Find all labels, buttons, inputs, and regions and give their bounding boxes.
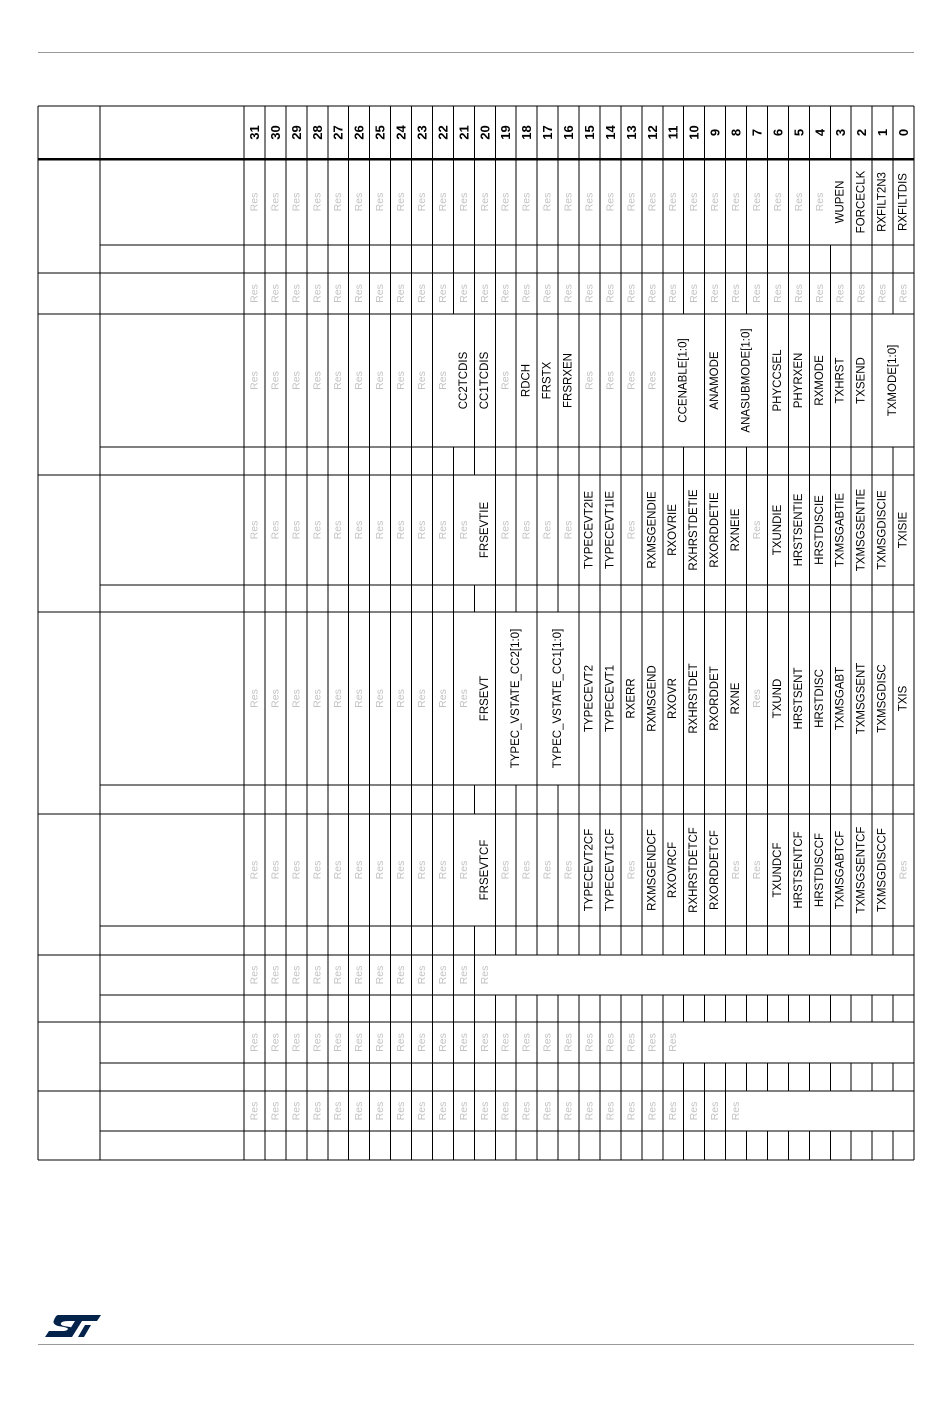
reserved-bit-label: Res [353, 1101, 366, 1121]
reserved-bit-label: Res [688, 1101, 701, 1121]
bit-number: 17 [540, 125, 556, 140]
reserved-bit-label: Res [813, 284, 826, 303]
bit-number: 4 [812, 128, 828, 137]
bit-number: 28 [309, 125, 325, 140]
reserved-bit-label: Res [562, 520, 575, 540]
reserved-bit-label: Res [395, 860, 408, 880]
reserved-bit-label: Res [499, 192, 512, 212]
reserved-bit-label: Res [541, 1101, 554, 1121]
field-txund: TXUND [771, 678, 784, 719]
bit-number: 13 [623, 125, 639, 140]
reserved-bit-label: Res [436, 965, 449, 985]
reserved-bit-label: Res [353, 284, 366, 303]
reserved-bit-label: Res [353, 689, 366, 708]
reserved-bit-label: Res [625, 860, 638, 880]
reserved-bit-label: Res [395, 1101, 408, 1121]
field-txmsgsent: TXMSGSENT [855, 662, 868, 735]
reserved-bit-label: Res [395, 689, 408, 708]
reserved-bit-label: Res [625, 371, 638, 390]
reserved-bit-label: Res [436, 689, 449, 708]
reserved-bit-label: Res [604, 1101, 617, 1121]
reserved-bit-label: Res [876, 284, 889, 303]
bit-number: 24 [393, 125, 409, 140]
reserved-bit-label: Res [478, 1033, 491, 1052]
reserved-bit-label: Res [583, 192, 596, 212]
field-rxmsgendcf: RXMSGENDCF [646, 829, 659, 911]
reserved-bit-label: Res [311, 860, 324, 880]
reserved-bit-label: Res [395, 284, 408, 303]
bit-number: 30 [267, 125, 283, 140]
field-rxfiltdis: RXFILTDIS [897, 173, 910, 231]
bit-number: 7 [749, 128, 765, 137]
reserved-bit-label: Res [374, 689, 387, 708]
reserved-bit-label: Res [248, 1033, 261, 1052]
bit-number: 1 [875, 128, 891, 137]
reserved-bit-label: Res [730, 1101, 743, 1121]
reserved-bit-label: Res [374, 1033, 387, 1052]
reserved-bit-label: Res [415, 860, 428, 880]
reserved-bit-label: Res [353, 192, 366, 212]
field-cc1tcdis: CC1TCDIS [478, 351, 491, 410]
reserved-bit-label: Res [374, 192, 387, 212]
reserved-bit-label: Res [311, 689, 324, 708]
field-rxovr: RXOVR [667, 678, 680, 719]
reserved-bit-label: Res [562, 1033, 575, 1052]
field-frsrxen: FRSRXEN [562, 353, 575, 408]
field-typecevt2cf: TYPECEVT2CF [583, 828, 596, 912]
reserved-bit-label: Res [520, 1101, 533, 1121]
reserved-bit-label: Res [332, 520, 345, 540]
reserved-bit-label: Res [604, 1033, 617, 1052]
reserved-bit-label: Res [604, 371, 617, 390]
reserved-bit-label: Res [290, 371, 303, 390]
reserved-bit-label: Res [771, 284, 784, 303]
field-anamode: ANAMODE [709, 351, 722, 410]
reserved-bit-label: Res [688, 284, 701, 303]
reserved-bit-label: Res [646, 371, 659, 390]
reserved-bit-label: Res [750, 689, 763, 708]
field-txsend: TXSEND [855, 357, 868, 404]
field-txmsgdiscie: TXMSGDISCIE [876, 490, 889, 570]
reserved-bit-label: Res [311, 371, 324, 390]
reserved-bit-label: Res [374, 965, 387, 985]
field-rxorddet: RXORDDET [709, 666, 722, 731]
field-phyccsel: PHYCCSEL [771, 349, 784, 412]
reserved-bit-label: Res [436, 1101, 449, 1121]
reserved-bit-label: Res [269, 520, 282, 540]
field-txmsgdisccf: TXMSGDISCCF [876, 828, 889, 912]
reserved-bit-label: Res [541, 860, 554, 880]
reserved-bit-label: Res [457, 520, 470, 540]
field-rxorddetie: RXORDDETIE [709, 492, 722, 568]
reserved-bit-label: Res [499, 1033, 512, 1052]
reserved-bit-label: Res [415, 192, 428, 212]
bit-number: 27 [330, 125, 346, 140]
bottom-rule [38, 1344, 914, 1345]
reserved-bit-label: Res [290, 284, 303, 303]
field-txis: TXIS [897, 685, 910, 712]
field-typecevt1ie: TYPECEVT1IE [604, 491, 617, 569]
reserved-bit-label: Res [667, 192, 680, 212]
reserved-bit-label: Res [248, 1101, 261, 1121]
reserved-bit-label: Res [750, 520, 763, 540]
field-rxmsgendie: RXMSGENDIE [646, 491, 659, 569]
field-txmsgsentcf: TXMSGSENTCF [855, 826, 868, 914]
field-txmsgdisc: TXMSGDISC [876, 664, 889, 733]
reserved-bit-label: Res [311, 1033, 324, 1052]
reserved-bit-label: Res [353, 860, 366, 880]
reserved-bit-label: Res [478, 284, 491, 303]
reserved-bit-label: Res [353, 1033, 366, 1052]
field-txmsgsentie: TXMSGSENTIE [855, 488, 868, 572]
reserved-bit-label: Res [332, 1101, 345, 1121]
reserved-bit-label: Res [667, 1033, 680, 1052]
reserved-bit-label: Res [604, 284, 617, 303]
bit-number: 14 [602, 125, 618, 140]
reserved-bit-label: Res [499, 520, 512, 540]
field-txundcf: TXUNDCF [771, 842, 784, 898]
reserved-bit-label: Res [625, 520, 638, 540]
reserved-bit-label: Res [520, 860, 533, 880]
bit-number: 31 [246, 125, 262, 140]
field-forceclk: FORCECLK [855, 170, 868, 234]
field-frsevt: FRSEVT [478, 675, 491, 722]
reserved-bit-label: Res [625, 1101, 638, 1121]
field-ccenable-1-0: CCENABLE[1:0] [677, 338, 690, 423]
bit-number: 25 [372, 125, 388, 140]
reserved-bit-label: Res [290, 689, 303, 708]
field-txmsgabt: TXMSGABT [834, 666, 847, 731]
reserved-bit-label: Res [332, 284, 345, 303]
reserved-bit-label: Res [311, 1101, 324, 1121]
reserved-bit-label: Res [290, 192, 303, 212]
reserved-bit-label: Res [646, 284, 659, 303]
field-typec-vstate-cc1-1-0: TYPEC_VSTATE_CC1[1:0] [552, 628, 565, 769]
reserved-bit-label: Res [311, 284, 324, 303]
field-frsevtcf: FRSEVTCF [478, 839, 491, 901]
field-hrstdiscie: HRSTDISCIE [813, 495, 826, 565]
reserved-bit-label: Res [792, 284, 805, 303]
reserved-bit-label: Res [332, 965, 345, 985]
reserved-bit-label: Res [436, 520, 449, 540]
field-rxhrstdet: RXHRSTDET [688, 663, 701, 734]
reserved-bit-label: Res [499, 860, 512, 880]
bit-number: 16 [561, 125, 577, 140]
reserved-bit-label: Res [604, 192, 617, 212]
reserved-bit-label: Res [436, 860, 449, 880]
field-rxerr: RXERR [625, 678, 638, 719]
reserved-bit-label: Res [709, 192, 722, 212]
reserved-bit-label: Res [290, 1033, 303, 1052]
reserved-bit-label: Res [855, 284, 868, 303]
field-txmsgabtcf: TXMSGABTCF [834, 830, 847, 910]
reserved-bit-label: Res [583, 1101, 596, 1121]
bit-number: 18 [519, 125, 535, 140]
field-txmode-1-0: TXMODE[1:0] [887, 344, 900, 417]
reserved-bit-label: Res [562, 1101, 575, 1121]
bit-number: 26 [351, 125, 367, 140]
reserved-bit-label: Res [562, 192, 575, 212]
bit-number: 29 [288, 125, 304, 140]
reserved-bit-label: Res [541, 1033, 554, 1052]
reserved-bit-label: Res [395, 371, 408, 390]
reserved-bit-label: Res [478, 192, 491, 212]
field-hrstdisc: HRSTDISC [813, 669, 826, 728]
reserved-bit-label: Res [667, 284, 680, 303]
field-frsevtie: FRSEVTIE [478, 501, 491, 559]
field-wupen: WUPEN [834, 180, 847, 224]
bit-number: 22 [435, 125, 451, 140]
bit-number: 0 [896, 128, 912, 137]
field-hrstdisccf: HRSTDISCCF [813, 832, 826, 908]
reserved-bit-label: Res [353, 371, 366, 390]
field-typecevt2: TYPECEVT2 [583, 664, 596, 733]
field-rxne: RXNE [730, 682, 743, 715]
reserved-bit-label: Res [520, 520, 533, 540]
reserved-bit-label: Res [248, 965, 261, 985]
st-logo-icon [44, 1313, 102, 1339]
reserved-bit-label: Res [583, 1033, 596, 1052]
reserved-bit-label: Res [248, 860, 261, 880]
reserved-bit-label: Res [269, 371, 282, 390]
reserved-bit-label: Res [646, 1033, 659, 1052]
reserved-bit-label: Res [646, 192, 659, 212]
field-hrstsentcf: HRSTSENTCF [792, 831, 805, 909]
reserved-bit-label: Res [374, 1101, 387, 1121]
reserved-bit-label: Res [290, 520, 303, 540]
reserved-bit-label: Res [269, 192, 282, 212]
reserved-bit-label: Res [562, 860, 575, 880]
reserved-bit-label: Res [813, 192, 826, 212]
reserved-bit-label: Res [541, 192, 554, 212]
reserved-bit-label: Res [520, 192, 533, 212]
field-rxmsgend: RXMSGEND [646, 665, 659, 732]
reserved-bit-label: Res [290, 965, 303, 985]
reserved-bit-label: Res [311, 965, 324, 985]
field-rxhrstdetcf: RXHRSTDETCF [688, 827, 701, 913]
field-typecevt1cf: TYPECEVT1CF [604, 828, 617, 912]
reserved-bit-label: Res [374, 284, 387, 303]
reserved-bit-label: Res [478, 1101, 491, 1121]
reserved-bit-label: Res [667, 1101, 680, 1121]
reserved-bit-label: Res [771, 192, 784, 212]
reserved-bit-label: Res [457, 965, 470, 985]
reserved-bit-label: Res [332, 371, 345, 390]
reserved-bit-label: Res [457, 192, 470, 212]
reserved-bit-label: Res [415, 371, 428, 390]
reserved-bit-label: Res [311, 192, 324, 212]
bit-number: 9 [707, 128, 723, 137]
reserved-bit-label: Res [395, 965, 408, 985]
field-frstx: FRSTX [541, 361, 554, 400]
reserved-bit-label: Res [541, 284, 554, 303]
bit-number: 21 [456, 125, 472, 140]
bit-number: 19 [498, 125, 514, 140]
field-anasubmode-1-0: ANASUBMODE[1:0] [740, 328, 753, 433]
field-hrstsent: HRSTSENT [792, 667, 805, 730]
field-rxmode: RXMODE [813, 355, 826, 406]
reserved-bit-label: Res [269, 284, 282, 303]
reserved-bit-label: Res [625, 1033, 638, 1052]
reserved-bit-label: Res [269, 1101, 282, 1121]
reserved-bit-label: Res [248, 371, 261, 390]
bit-number: 5 [791, 128, 807, 137]
bit-number: 11 [665, 125, 681, 140]
bit-number: 20 [477, 125, 493, 140]
reserved-bit-label: Res [415, 520, 428, 540]
reserved-bit-label: Res [750, 860, 763, 880]
reserved-bit-label: Res [436, 192, 449, 212]
reserved-bit-label: Res [415, 1033, 428, 1052]
reserved-bit-label: Res [353, 965, 366, 985]
field-txmsgabtie: TXMSGABTIE [834, 492, 847, 568]
reserved-bit-label: Res [395, 192, 408, 212]
field-typec-vstate-cc2-1-0: TYPEC_VSTATE_CC2[1:0] [510, 628, 523, 769]
bit-number: 3 [833, 128, 849, 137]
reserved-bit-label: Res [415, 1101, 428, 1121]
bit-number: 10 [686, 125, 702, 140]
field-rxovrie: RXOVRIE [667, 504, 680, 556]
reserved-bit-label: Res [709, 284, 722, 303]
reserved-bit-label: Res [457, 860, 470, 880]
reserved-bit-label: Res [457, 689, 470, 708]
reserved-bit-label: Res [311, 520, 324, 540]
reserved-bit-label: Res [374, 520, 387, 540]
reserved-bit-label: Res [332, 1033, 345, 1052]
field-typecevt2ie: TYPECEVT2IE [583, 491, 596, 569]
reserved-bit-label: Res [625, 192, 638, 212]
reserved-bit-label: Res [897, 860, 910, 880]
reserved-bit-label: Res [478, 965, 491, 985]
reserved-bit-label: Res [457, 1033, 470, 1052]
bit-number: 12 [644, 125, 660, 140]
field-txhrst: TXHRST [834, 357, 847, 404]
reserved-bit-label: Res [395, 1033, 408, 1052]
reserved-bit-label: Res [269, 689, 282, 708]
reserved-bit-label: Res [415, 689, 428, 708]
field-hrstsentie: HRSTSENTIE [792, 493, 805, 567]
reserved-bit-label: Res [374, 860, 387, 880]
reserved-bit-label: Res [709, 1101, 722, 1121]
reserved-bit-label: Res [520, 1033, 533, 1052]
reserved-bit-label: Res [897, 284, 910, 303]
reserved-bit-label: Res [436, 371, 449, 390]
reserved-bit-label: Res [290, 1101, 303, 1121]
bit-number: 2 [854, 128, 870, 137]
reserved-bit-label: Res [730, 192, 743, 212]
field-rxovrcf: RXOVRCF [667, 841, 680, 899]
reserved-bit-label: Res [457, 1101, 470, 1121]
reserved-bit-label: Res [269, 860, 282, 880]
field-rxfilt2n3: RXFILT2N3 [876, 172, 889, 232]
bit-number: 15 [581, 125, 597, 140]
reserved-bit-label: Res [332, 192, 345, 212]
field-phyrxen: PHYRXEN [792, 352, 805, 409]
reserved-bit-label: Res [248, 284, 261, 303]
reserved-bit-label: Res [269, 965, 282, 985]
reserved-bit-label: Res [688, 192, 701, 212]
reserved-bit-label: Res [792, 192, 805, 212]
reserved-bit-label: Res [269, 1033, 282, 1052]
reserved-bit-label: Res [499, 284, 512, 303]
reserved-bit-label: Res [562, 284, 575, 303]
field-rxorddetcf: RXORDDETCF [709, 830, 722, 910]
reserved-bit-label: Res [353, 520, 366, 540]
bit-number: 6 [770, 128, 786, 137]
reserved-bit-label: Res [248, 192, 261, 212]
reserved-bit-label: Res [332, 860, 345, 880]
reserved-bit-label: Res [730, 860, 743, 880]
reserved-bit-label: Res [457, 284, 470, 303]
field-rxhrstdetie: RXHRSTDETIE [688, 489, 701, 571]
bit-number: 23 [414, 125, 430, 140]
reserved-bit-label: Res [730, 284, 743, 303]
field-rxneie: RXNEIE [730, 508, 743, 552]
reserved-bit-label: Res [750, 284, 763, 303]
field-txisie: TXISIE [897, 511, 910, 549]
reserved-bit-label: Res [541, 520, 554, 540]
field-typecevt1: TYPECEVT1 [604, 664, 617, 733]
reserved-bit-label: Res [625, 284, 638, 303]
reserved-bit-label: Res [436, 284, 449, 303]
reserved-bit-label: Res [520, 284, 533, 303]
reserved-bit-label: Res [374, 371, 387, 390]
reserved-bit-label: Res [583, 284, 596, 303]
reserved-bit-label: Res [395, 520, 408, 540]
reserved-bit-label: Res [248, 689, 261, 708]
reserved-bit-label: Res [583, 371, 596, 390]
reserved-bit-label: Res [646, 1101, 659, 1121]
reserved-bit-label: Res [834, 284, 847, 303]
reserved-bit-label: Res [750, 192, 763, 212]
reserved-bit-label: Res [290, 860, 303, 880]
reserved-bit-label: Res [248, 520, 261, 540]
reserved-bit-label: Res [415, 965, 428, 985]
reserved-bit-label: Res [332, 689, 345, 708]
field-cc2tcdis: CC2TCDIS [457, 351, 470, 410]
reserved-bit-label: Res [415, 284, 428, 303]
bit-number: 8 [728, 128, 744, 137]
reserved-bit-label: Res [436, 1033, 449, 1052]
field-rdch: RDCH [520, 363, 533, 398]
field-txundie: TXUNDIE [771, 504, 784, 556]
reserved-bit-label: Res [499, 371, 512, 390]
reserved-bit-label: Res [499, 1101, 512, 1121]
